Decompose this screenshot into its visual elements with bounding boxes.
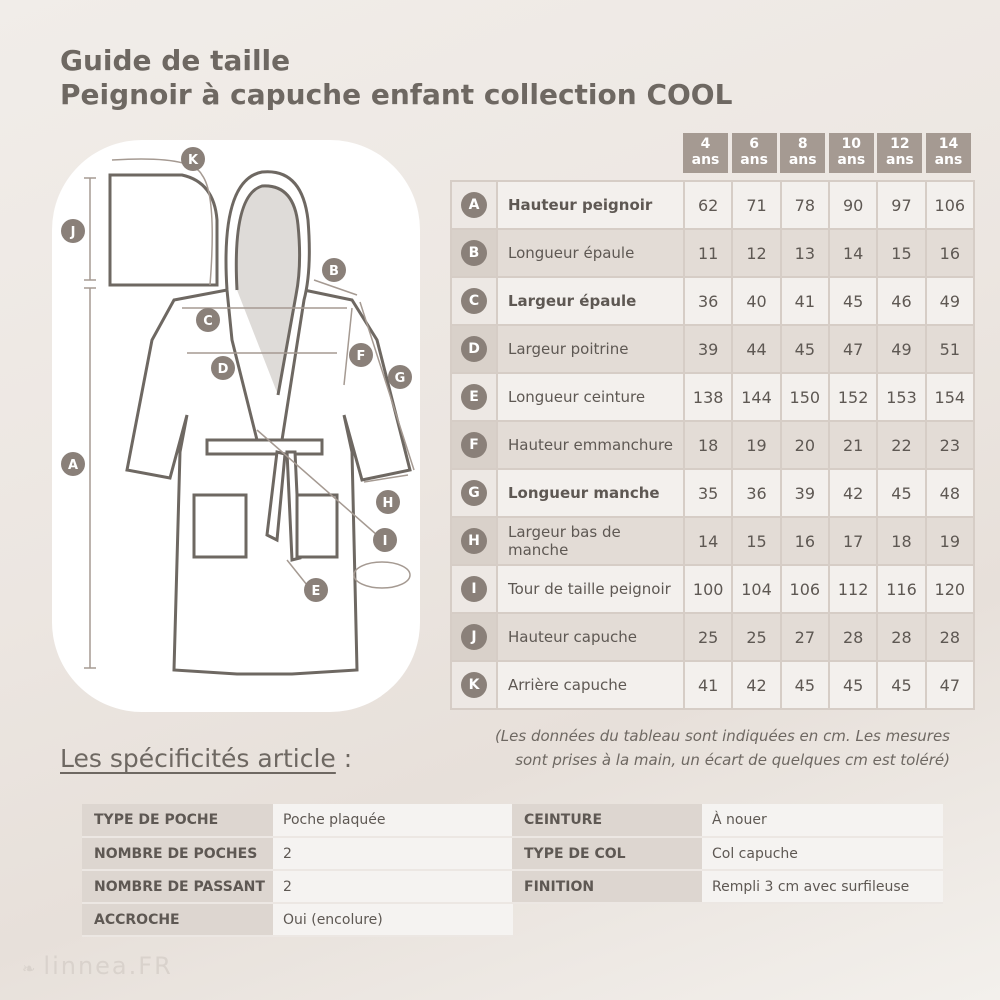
size-value-cell: 18 bbox=[877, 517, 925, 565]
age-header: 14 ans bbox=[926, 133, 971, 173]
marker-j bbox=[61, 219, 85, 243]
size-value-cell: 25 bbox=[732, 613, 780, 661]
marker-k bbox=[181, 147, 205, 171]
spec-row: TYPE DE POCHE Poche plaquée bbox=[82, 804, 513, 837]
svg-text:H: H bbox=[382, 496, 394, 511]
spec-row: ACCROCHE Oui (encolure) bbox=[82, 903, 513, 936]
size-value-cell: 120 bbox=[926, 565, 974, 613]
svg-text:G: G bbox=[394, 371, 406, 386]
age-header: 12 ans bbox=[877, 133, 922, 173]
size-value-cell: 16 bbox=[926, 229, 974, 277]
size-value-cell: 106 bbox=[781, 565, 829, 613]
size-value-cell: 25 bbox=[684, 613, 732, 661]
size-value-cell: 39 bbox=[684, 325, 732, 373]
marker-b bbox=[322, 258, 346, 282]
size-value-cell: 49 bbox=[877, 325, 925, 373]
size-value-cell: 18 bbox=[684, 421, 732, 469]
size-value-cell: 45 bbox=[781, 661, 829, 709]
svg-text:D: D bbox=[217, 362, 229, 377]
row-letter-badge: C bbox=[461, 288, 487, 314]
size-value-cell: 14 bbox=[684, 517, 732, 565]
size-value-cell: 46 bbox=[877, 277, 925, 325]
marker-c bbox=[196, 308, 220, 332]
spec-row: NOMBRE DE POCHES 2 bbox=[82, 837, 513, 870]
leaf-icon: ❧ bbox=[22, 959, 38, 978]
size-value-cell: 20 bbox=[781, 421, 829, 469]
size-value-cell: 45 bbox=[877, 469, 925, 517]
table-row bbox=[451, 325, 974, 373]
row-letter-badge: B bbox=[461, 240, 487, 266]
size-value-cell: 19 bbox=[732, 421, 780, 469]
size-value-cell: 17 bbox=[829, 517, 877, 565]
size-value-cell: 21 bbox=[829, 421, 877, 469]
age-header: 6 ans bbox=[732, 133, 777, 173]
table-row bbox=[451, 373, 974, 421]
table-row bbox=[451, 661, 974, 709]
svg-text:A: A bbox=[67, 458, 79, 473]
spec-table-right bbox=[512, 804, 943, 904]
size-value-cell: 51 bbox=[926, 325, 974, 373]
row-label: Largeur bas de manche bbox=[497, 517, 684, 565]
title-line-1: Guide de taille bbox=[60, 44, 291, 77]
waist-ellipse bbox=[354, 562, 410, 588]
marker-f bbox=[349, 343, 373, 367]
row-label: Longueur épaule bbox=[497, 229, 684, 277]
size-value-cell: 28 bbox=[829, 613, 877, 661]
row-label: Tour de taille peignoir bbox=[497, 565, 684, 613]
size-value-cell: 15 bbox=[732, 517, 780, 565]
table-row bbox=[451, 517, 974, 565]
row-letter-badge: F bbox=[461, 432, 487, 458]
size-value-cell: 100 bbox=[684, 565, 732, 613]
svg-text:I: I bbox=[382, 534, 388, 549]
size-value-cell: 36 bbox=[684, 277, 732, 325]
size-value-cell: 14 bbox=[829, 229, 877, 277]
row-label: Longueur manche bbox=[497, 469, 684, 517]
row-label: Hauteur capuche bbox=[497, 613, 684, 661]
size-table bbox=[450, 180, 975, 710]
age-headers bbox=[683, 133, 975, 173]
size-value-cell: 45 bbox=[877, 661, 925, 709]
size-value-cell: 154 bbox=[926, 373, 974, 421]
size-value-cell: 47 bbox=[926, 661, 974, 709]
table-row bbox=[451, 421, 974, 469]
size-value-cell: 19 bbox=[926, 517, 974, 565]
size-value-cell: 27 bbox=[781, 613, 829, 661]
table-row bbox=[451, 229, 974, 277]
marker-g bbox=[388, 365, 412, 389]
row-letter-badge: A bbox=[461, 192, 487, 218]
hood-piece bbox=[110, 175, 217, 285]
size-value-cell: 116 bbox=[877, 565, 925, 613]
svg-text:E: E bbox=[311, 584, 321, 599]
svg-text:J: J bbox=[70, 225, 76, 240]
spec-row: FINITION Rempli 3 cm avec surfileuse bbox=[512, 870, 943, 903]
table-row bbox=[451, 181, 974, 229]
size-value-cell: 138 bbox=[684, 373, 732, 421]
marker-i bbox=[373, 528, 397, 552]
size-value-cell: 45 bbox=[829, 277, 877, 325]
size-value-cell: 28 bbox=[877, 613, 925, 661]
size-value-cell: 44 bbox=[732, 325, 780, 373]
size-value-cell: 28 bbox=[926, 613, 974, 661]
spec-row: CEINTURE À nouer bbox=[512, 804, 943, 837]
size-value-cell: 90 bbox=[829, 181, 877, 229]
size-value-cell: 11 bbox=[684, 229, 732, 277]
svg-text:B: B bbox=[329, 264, 339, 279]
robe-diagram bbox=[52, 140, 420, 712]
age-header: 10 ans bbox=[829, 133, 874, 173]
row-label: Hauteur peignoir bbox=[497, 181, 684, 229]
row-letter-badge: I bbox=[461, 576, 487, 602]
size-value-cell: 41 bbox=[781, 277, 829, 325]
size-value-cell: 104 bbox=[732, 565, 780, 613]
size-value-cell: 40 bbox=[732, 277, 780, 325]
size-value-cell: 78 bbox=[781, 181, 829, 229]
row-letter-badge: E bbox=[461, 384, 487, 410]
marker-h bbox=[376, 490, 400, 514]
size-value-cell: 36 bbox=[732, 469, 780, 517]
marker-e bbox=[304, 578, 328, 602]
spec-row: TYPE DE COL Col capuche bbox=[512, 837, 943, 870]
size-value-cell: 15 bbox=[877, 229, 925, 277]
size-value-cell: 23 bbox=[926, 421, 974, 469]
row-letter-badge: K bbox=[461, 672, 487, 698]
row-label: Largeur épaule bbox=[497, 277, 684, 325]
size-value-cell: 49 bbox=[926, 277, 974, 325]
size-value-cell: 16 bbox=[781, 517, 829, 565]
row-label: Hauteur emmanchure bbox=[497, 421, 684, 469]
size-value-cell: 39 bbox=[781, 469, 829, 517]
size-value-cell: 41 bbox=[684, 661, 732, 709]
size-value-cell: 97 bbox=[877, 181, 925, 229]
marker-d bbox=[211, 356, 235, 380]
table-row bbox=[451, 277, 974, 325]
spec-table-left bbox=[82, 804, 513, 937]
size-value-cell: 48 bbox=[926, 469, 974, 517]
size-value-cell: 13 bbox=[781, 229, 829, 277]
size-value-cell: 144 bbox=[732, 373, 780, 421]
size-value-cell: 150 bbox=[781, 373, 829, 421]
page-title bbox=[60, 44, 732, 112]
age-header: 8 ans bbox=[780, 133, 825, 173]
row-label: Arrière capuche bbox=[497, 661, 684, 709]
size-value-cell: 152 bbox=[829, 373, 877, 421]
size-value-cell: 47 bbox=[829, 325, 877, 373]
row-label: Longueur ceinture bbox=[497, 373, 684, 421]
size-value-cell: 62 bbox=[684, 181, 732, 229]
title-line-2: Peignoir à capuche enfant collection COOL bbox=[60, 78, 733, 111]
table-row bbox=[451, 613, 974, 661]
size-value-cell: 42 bbox=[732, 661, 780, 709]
size-value-cell: 153 bbox=[877, 373, 925, 421]
measurement-note: (Les données du tableau sont indiquées en cm. Les mesures sont prises à la main, un écart de quelques cm est toléré) bbox=[494, 727, 950, 769]
table-row bbox=[451, 565, 974, 613]
size-value-cell: 45 bbox=[781, 325, 829, 373]
svg-text:K: K bbox=[187, 153, 199, 168]
row-letter-badge: D bbox=[461, 336, 487, 362]
brand-logo: ❧ linnea.FR bbox=[22, 952, 173, 980]
size-value-cell: 42 bbox=[829, 469, 877, 517]
spec-heading: Les spécificités article : bbox=[60, 744, 353, 773]
svg-text:F: F bbox=[356, 349, 366, 364]
size-value-cell: 35 bbox=[684, 469, 732, 517]
spec-row: NOMBRE DE PASSANT 2 bbox=[82, 870, 513, 903]
size-value-cell: 12 bbox=[732, 229, 780, 277]
size-value-cell: 71 bbox=[732, 181, 780, 229]
row-letter-badge: H bbox=[461, 528, 487, 554]
row-label: Largeur poitrine bbox=[497, 325, 684, 373]
age-header: 4 ans bbox=[683, 133, 728, 173]
size-value-cell: 22 bbox=[877, 421, 925, 469]
table-row bbox=[451, 469, 974, 517]
row-letter-badge: J bbox=[461, 624, 487, 650]
row-letter-badge: G bbox=[461, 480, 487, 506]
svg-text:C: C bbox=[203, 314, 213, 329]
size-value-cell: 45 bbox=[829, 661, 877, 709]
marker-a bbox=[61, 452, 85, 476]
size-value-cell: 112 bbox=[829, 565, 877, 613]
size-value-cell: 106 bbox=[926, 181, 974, 229]
